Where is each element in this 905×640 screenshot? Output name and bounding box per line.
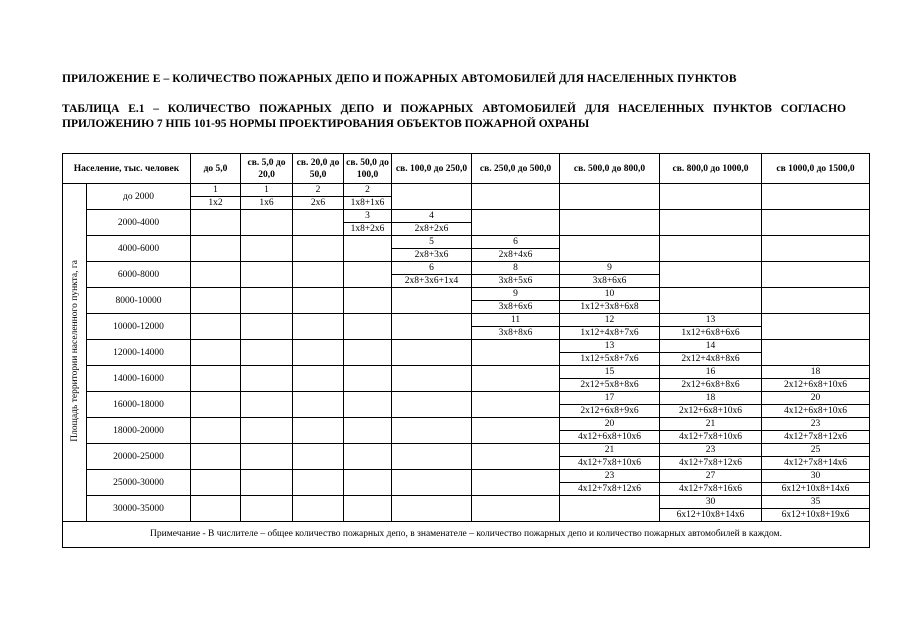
depot-count: 30: [810, 470, 821, 481]
depot-count: 4: [429, 210, 434, 221]
vehicle-breakdown: 2х12+6х8+10х6: [660, 404, 761, 417]
depot-count: 23: [604, 470, 615, 481]
value-cell: [472, 314, 560, 340]
empty-cell: [241, 210, 293, 236]
column-header: св 1000,0 до 1500,0: [762, 154, 870, 184]
vehicle-breakdown: 1х8+2х6: [344, 222, 391, 235]
depot-table: [62, 153, 870, 548]
empty-cell: [241, 392, 293, 418]
value-cell: [560, 262, 660, 288]
vehicle-breakdown: 4х12+7х8+10х6: [560, 456, 659, 469]
table-row: [63, 236, 870, 262]
table-row: [63, 392, 870, 418]
empty-cell: [762, 340, 870, 366]
table-title: ТАБЛИЦА Е.1 – КОЛИЧЕСТВО ПОЖАРНЫХ ДЕПО И ПОЖАРНЫХ АВТОМОБИЛЕЙ ДЛЯ НАСЕЛЕННЫХ ПУНКТОВ СОГЛАСНО ПРИЛОЖЕНИЮ 7 НПБ 101-95 НОРМЫ ПРОЕКТИРОВАНИЯ ОБЪЕКТОВ ПОЖАРНОЙ ОХРАНЫ: [62, 103, 846, 130]
vehicle-breakdown: 1х6: [241, 196, 292, 209]
column-header: св. 500,0 до 800,0: [560, 154, 660, 184]
area-cell: до 2000: [87, 184, 191, 210]
depot-count: 8: [513, 262, 518, 273]
vehicle-breakdown: 3х8+6х6: [472, 300, 559, 313]
empty-cell: [241, 366, 293, 392]
empty-cell: [392, 444, 472, 470]
empty-cell: [344, 470, 392, 496]
empty-cell: [762, 184, 870, 210]
table-note: Примечание - В числителе – общее количество пожарных депо, в знаменателе – количество пожарных депо и количество пожарных автомобилей в каждом.: [63, 522, 870, 548]
empty-cell: [191, 444, 241, 470]
empty-cell: [191, 314, 241, 340]
empty-cell: [392, 288, 472, 314]
value-cell: [472, 236, 560, 262]
depot-count: 25: [810, 444, 821, 455]
table-row: [63, 262, 870, 288]
vehicle-breakdown: 4х12+7х8+12х6: [762, 430, 869, 443]
depot-count: 17: [604, 392, 615, 403]
value-cell: [344, 210, 392, 236]
empty-cell: [293, 418, 344, 444]
empty-cell: [392, 496, 472, 522]
vehicle-breakdown: 2х12+6х8+8х6: [660, 378, 761, 391]
area-cell: 25000-30000: [87, 470, 191, 496]
empty-cell: [660, 210, 762, 236]
vehicle-breakdown: 2х6: [293, 196, 343, 209]
value-cell: [660, 418, 762, 444]
empty-cell: [293, 314, 344, 340]
depot-count: 21: [604, 444, 615, 455]
empty-cell: [472, 340, 560, 366]
vehicle-breakdown: 6х12+10х8+14х6: [762, 482, 869, 495]
table-row: [63, 314, 870, 340]
column-header: св. 800,0 до 1000,0: [660, 154, 762, 184]
empty-cell: [293, 392, 344, 418]
value-cell: [560, 470, 660, 496]
column-header: до 5,0: [191, 154, 241, 184]
table-row: [63, 184, 870, 210]
table-row: [63, 496, 870, 522]
vehicle-breakdown: 2х8+4х6: [472, 248, 559, 261]
area-cell: 10000-12000: [87, 314, 191, 340]
depot-count: 23: [705, 444, 716, 455]
depot-count: 1: [213, 184, 218, 195]
empty-cell: [241, 262, 293, 288]
vehicle-breakdown: 4х12+7х8+12х6: [660, 456, 761, 469]
depot-count: 6: [429, 262, 434, 273]
vehicle-breakdown: 3х8+8х6: [472, 326, 559, 339]
column-header: св. 250,0 до 500,0: [472, 154, 560, 184]
depot-count: 30: [705, 496, 716, 507]
empty-cell: [762, 288, 870, 314]
table-row: [63, 444, 870, 470]
value-cell: [660, 496, 762, 522]
vehicle-breakdown: 2х12+6х8+10х6: [762, 378, 869, 391]
empty-cell: [344, 314, 392, 340]
vehicle-breakdown: 1х12+4х8+7х6: [560, 326, 659, 339]
value-cell: [560, 340, 660, 366]
vehicle-breakdown: 4х12+6х8+10х6: [560, 430, 659, 443]
empty-cell: [762, 210, 870, 236]
depot-count: 5: [429, 236, 434, 247]
area-cell: 2000-4000: [87, 210, 191, 236]
depot-count: 9: [513, 288, 518, 299]
area-cell: 18000-20000: [87, 418, 191, 444]
empty-cell: [472, 444, 560, 470]
vehicle-breakdown: 2х12+4х8+8х6: [660, 352, 761, 365]
area-cell: 8000-10000: [87, 288, 191, 314]
depot-count: 14: [705, 340, 716, 351]
empty-cell: [191, 392, 241, 418]
depot-count: 6: [513, 236, 518, 247]
depot-count: 1: [264, 184, 269, 195]
empty-cell: [293, 470, 344, 496]
empty-cell: [344, 444, 392, 470]
value-cell: [344, 184, 392, 210]
empty-cell: [241, 444, 293, 470]
vehicle-breakdown: 4х12+6х8+10х6: [762, 404, 869, 417]
depot-count: 21: [705, 418, 716, 429]
value-cell: [762, 470, 870, 496]
value-cell: [762, 444, 870, 470]
empty-cell: [293, 262, 344, 288]
value-cell: [560, 444, 660, 470]
column-header: св. 100,0 до 250,0: [392, 154, 472, 184]
empty-cell: [560, 236, 660, 262]
value-cell: [560, 392, 660, 418]
empty-cell: [472, 496, 560, 522]
area-cell: 16000-18000: [87, 392, 191, 418]
empty-cell: [560, 184, 660, 210]
empty-cell: [191, 366, 241, 392]
value-cell: [472, 288, 560, 314]
table-row: [63, 340, 870, 366]
empty-cell: [241, 496, 293, 522]
value-cell: [762, 418, 870, 444]
empty-cell: [344, 288, 392, 314]
appendix-title: ПРИЛОЖЕНИЕ Е – КОЛИЧЕСТВО ПОЖАРНЫХ ДЕПО И ПОЖАРНЫХ АВТОМОБИЛЕЙ ДЛЯ НАСЕЛЕННЫХ ПУНКТОВ: [62, 73, 737, 85]
value-cell: [762, 392, 870, 418]
empty-cell: [241, 288, 293, 314]
depot-count: 23: [810, 418, 821, 429]
empty-cell: [191, 418, 241, 444]
depot-count: 2: [365, 184, 370, 195]
empty-cell: [241, 236, 293, 262]
empty-cell: [392, 366, 472, 392]
empty-cell: [472, 418, 560, 444]
vehicle-breakdown: 4х12+7х8+14х6: [762, 456, 869, 469]
area-cell: 12000-14000: [87, 340, 191, 366]
vehicle-breakdown: 2х12+5х8+8х6: [560, 378, 659, 391]
value-cell: [660, 314, 762, 340]
empty-cell: [241, 340, 293, 366]
area-cell: 4000-6000: [87, 236, 191, 262]
depot-count: 16: [705, 366, 716, 377]
empty-cell: [344, 366, 392, 392]
table-row: [63, 210, 870, 236]
vehicle-breakdown: 4х12+7х8+12х6: [560, 482, 659, 495]
empty-cell: [762, 314, 870, 340]
empty-cell: [344, 236, 392, 262]
depot-count: 20: [604, 418, 615, 429]
vehicle-breakdown: 1х12+6х8+6х6: [660, 326, 761, 339]
empty-cell: [293, 496, 344, 522]
value-cell: [660, 392, 762, 418]
value-cell: [293, 184, 344, 210]
empty-cell: [560, 496, 660, 522]
empty-cell: [392, 470, 472, 496]
vehicle-breakdown: 4х12+7х8+16х6: [660, 482, 761, 495]
empty-cell: [472, 184, 560, 210]
depot-count: 13: [604, 340, 615, 351]
column-header: св. 5,0 до 20,0: [241, 154, 293, 184]
row-axis-label: Площадь территории населенного пункта, га: [69, 260, 80, 442]
vehicle-breakdown: 4х12+7х8+10х6: [660, 430, 761, 443]
vehicle-breakdown: 3х8+6х6: [560, 274, 659, 287]
value-cell: [762, 496, 870, 522]
column-header: св. 20,0 до 50,0: [293, 154, 344, 184]
empty-cell: [560, 210, 660, 236]
vehicle-breakdown: 2х8+3х6: [392, 248, 471, 261]
value-cell: [241, 184, 293, 210]
empty-cell: [293, 236, 344, 262]
empty-cell: [241, 314, 293, 340]
vehicle-breakdown: 2х8+2х6: [392, 222, 471, 235]
vehicle-breakdown: 1х12+3х8+6х8: [560, 300, 659, 313]
value-cell: [392, 210, 472, 236]
value-cell: [560, 366, 660, 392]
vehicle-breakdown: 1х8+1х6: [344, 196, 391, 209]
empty-cell: [293, 444, 344, 470]
empty-cell: [293, 210, 344, 236]
area-cell: 14000-16000: [87, 366, 191, 392]
table-row: [63, 418, 870, 444]
empty-cell: [191, 210, 241, 236]
corner-header: Население, тыс. человек: [63, 154, 191, 184]
vehicle-breakdown: 1х2: [191, 196, 240, 209]
empty-cell: [344, 340, 392, 366]
depot-count: 27: [705, 470, 716, 481]
empty-cell: [191, 496, 241, 522]
empty-cell: [344, 496, 392, 522]
empty-cell: [293, 340, 344, 366]
vehicle-breakdown: 3х8+5х6: [472, 274, 559, 287]
empty-cell: [392, 392, 472, 418]
empty-cell: [660, 262, 762, 288]
value-cell: [660, 366, 762, 392]
depot-count: 18: [705, 392, 716, 403]
depot-count: 9: [607, 262, 612, 273]
empty-cell: [660, 184, 762, 210]
empty-cell: [191, 340, 241, 366]
empty-cell: [241, 418, 293, 444]
value-cell: [762, 366, 870, 392]
value-cell: [191, 184, 241, 210]
vehicle-breakdown: 2х12+6х8+9х6: [560, 404, 659, 417]
empty-cell: [392, 340, 472, 366]
empty-cell: [293, 288, 344, 314]
empty-cell: [344, 392, 392, 418]
value-cell: [660, 340, 762, 366]
value-cell: [392, 236, 472, 262]
depot-count: 13: [705, 314, 716, 325]
empty-cell: [392, 314, 472, 340]
empty-cell: [241, 470, 293, 496]
area-cell: 20000-25000: [87, 444, 191, 470]
empty-cell: [344, 418, 392, 444]
table-row: [63, 366, 870, 392]
value-cell: [560, 418, 660, 444]
table-row: [63, 288, 870, 314]
note-row: [63, 522, 870, 548]
area-cell: 6000-8000: [87, 262, 191, 288]
value-cell: [472, 262, 560, 288]
empty-cell: [191, 470, 241, 496]
table-row: [63, 470, 870, 496]
depot-count: 12: [604, 314, 615, 325]
row-axis-label-cell: [63, 184, 87, 522]
depot-count: 3: [365, 210, 370, 221]
empty-cell: [191, 262, 241, 288]
empty-cell: [660, 288, 762, 314]
empty-cell: [472, 366, 560, 392]
empty-cell: [660, 236, 762, 262]
empty-cell: [472, 470, 560, 496]
empty-cell: [762, 262, 870, 288]
empty-cell: [472, 392, 560, 418]
empty-cell: [344, 262, 392, 288]
depot-count: 20: [810, 392, 821, 403]
table-body: [63, 184, 870, 522]
depot-count: 2: [315, 184, 321, 195]
depot-count: 11: [510, 314, 521, 325]
column-header: св. 50,0 до 100,0: [344, 154, 392, 184]
empty-cell: [293, 366, 344, 392]
vehicle-breakdown: 6х12+10х8+14х6: [660, 508, 761, 521]
value-cell: [560, 314, 660, 340]
vehicle-breakdown: 6х12+10х8+19х6: [762, 508, 869, 521]
depot-count: 18: [810, 366, 821, 377]
empty-cell: [392, 418, 472, 444]
empty-cell: [392, 184, 472, 210]
area-cell: 30000-35000: [87, 496, 191, 522]
value-cell: [660, 470, 762, 496]
value-cell: [392, 262, 472, 288]
depot-count: 10: [604, 288, 615, 299]
vehicle-breakdown: 2х8+3х6+1х4: [392, 274, 471, 287]
empty-cell: [762, 236, 870, 262]
depot-count: 15: [604, 366, 615, 377]
value-cell: [560, 288, 660, 314]
empty-cell: [191, 288, 241, 314]
value-cell: [660, 444, 762, 470]
vehicle-breakdown: 1х12+5х8+7х6: [560, 352, 659, 365]
depot-count: 35: [810, 496, 821, 507]
empty-cell: [472, 210, 560, 236]
empty-cell: [191, 236, 241, 262]
header-row: [63, 154, 870, 184]
